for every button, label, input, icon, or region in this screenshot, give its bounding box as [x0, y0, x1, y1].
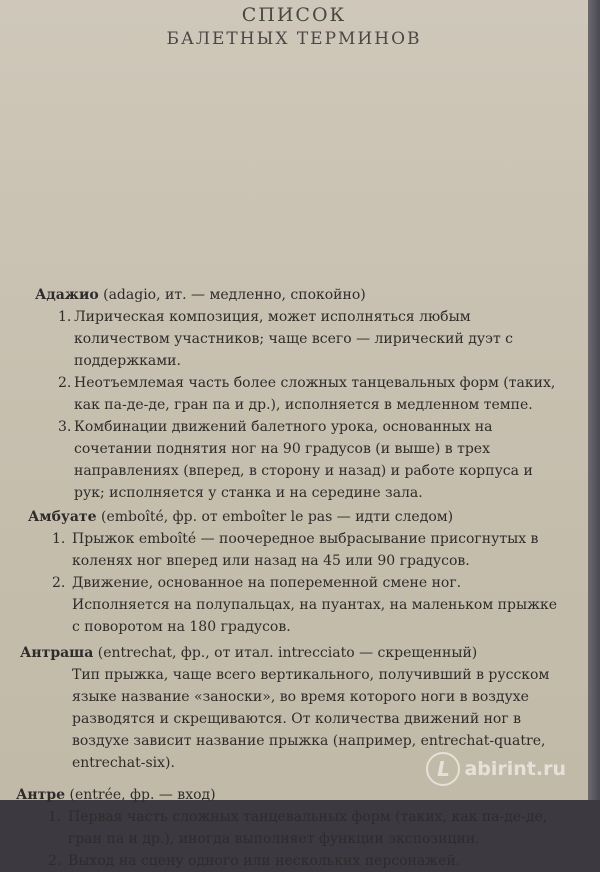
definition-text: Неотъемлемая часть более сложных танцевальных форм (таких, как па-де-де, гран па и др.), исполняется в медленном темпе. — [74, 375, 556, 413]
entry-etymology: (entrée, фр. — вход) — [69, 787, 216, 803]
definition-text: Прыжок emboîté — поочередное выбрасывание присогнутых в коленях ног вперед или назад на 45 или 90 градусов. — [72, 531, 539, 569]
entry-headline — [0, 642, 588, 664]
definition-text: Первая часть сложных танцевальных форм (таких, как па-де-де, гран па и др.), иногда выполняет функции экспозиции. — [68, 809, 548, 847]
glossary-entry-entree — [0, 784, 588, 872]
definition-number: 2. — [48, 853, 62, 869]
heading-line-2: БАЛЕТНЫХ ТЕРМИНОВ — [166, 29, 422, 49]
entry-term: Антре — [16, 787, 66, 803]
glossary-entry-emboite — [0, 506, 588, 638]
definition-text: Движение, основанное на попеременной смене ног. Исполняется на полупальцах, на пуантах, на маленьком прыжке с поворотом на 180 градусов. — [72, 575, 558, 635]
glossary-entry-adagio — [0, 284, 588, 504]
watermark-text: abirint.ru — [464, 758, 566, 780]
definition-item — [0, 372, 588, 416]
definition-item — [0, 306, 588, 372]
definition-item — [0, 528, 588, 572]
site-watermark — [426, 752, 566, 786]
definition-item — [0, 416, 588, 504]
entry-term: Антраша — [20, 645, 94, 661]
definition-number: 1. — [48, 809, 62, 825]
entry-headline — [0, 506, 588, 528]
definition-text: Выход на сцену одного или нескольких персонажей. — [68, 853, 461, 869]
entry-term: Адажио — [35, 287, 99, 303]
definition-list — [0, 306, 588, 504]
entry-headline — [0, 284, 588, 306]
heading-line-1: СПИСОК — [241, 4, 347, 26]
entry-etymology: (emboîté, фр. от emboîter le pas — идти следом) — [100, 509, 454, 525]
definition-number: 3. — [58, 419, 72, 435]
definition-number: 1. — [58, 309, 72, 325]
definition-paragraph: Тип прыжка, чаще всего вертикального, получивший в русском языке название «заноски», во время которого ноги в воздухе разводятся и скрещиваются. От количества движений ног в воздухе зависит название прыжка (например, entrechat-quatre, entrechat-six). — [72, 667, 550, 771]
page-heading — [0, 2, 588, 50]
book-spine-edge — [588, 0, 600, 800]
definition-number: 1. — [52, 531, 66, 547]
definition-number: 2. — [58, 375, 72, 391]
definition-list — [0, 806, 588, 872]
definition-item — [0, 806, 588, 850]
entry-headline — [0, 784, 588, 806]
definition-list — [0, 528, 588, 638]
labirint-logo-icon: L — [426, 752, 460, 786]
definition-number: 2. — [52, 575, 66, 591]
definition-text: Комбинации движений балетного урока, основанных на сочетании поднятия ног на 90 градусов (и выше) в трех направлениях (вперед, в сторону и назад) и работе корпуса и рук; исполняется у станка и на середине зала. — [74, 419, 533, 501]
definition-item — [0, 850, 588, 872]
entry-etymology: (entrechat, фр., от итал. intrecciato — скрещенный) — [97, 645, 478, 661]
entry-term: Амбуате — [28, 509, 97, 525]
entry-etymology: (adagio, ит. — медленно, спокойно) — [103, 287, 366, 303]
definition-text: Лирическая композиция, может исполняться любым количеством участников; чаще всего — лирический дуэт с поддержками. — [74, 309, 514, 369]
definition-item — [0, 572, 588, 638]
